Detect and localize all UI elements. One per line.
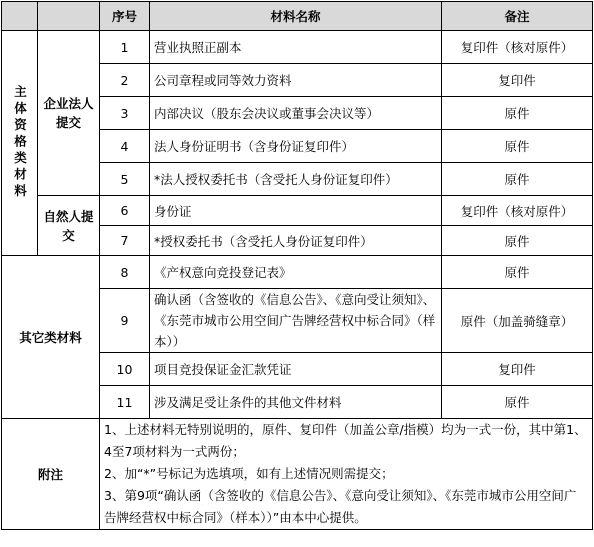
row-material-name: 营业执照正副本 [150,31,442,64]
subcategory-enterprise [38,31,100,196]
row-remark: 原件 [442,386,593,419]
subcategory-person [38,196,100,256]
row-material-name: 涉及满足受让条件的其他文件材料 [150,386,442,419]
row-remark: 原件 [442,163,593,196]
category-main [2,31,38,256]
row-remark: 原件（加盖骑缝章） [442,289,593,353]
row-seq: 4 [100,130,150,163]
note-item: 2、加“*”号标记为选填项，如有上述情况则需提交； [104,466,394,481]
row-seq: 3 [100,97,150,130]
header-material-name: 材料名称 [150,2,442,31]
row-material-name: 项目竞投保证金汇款凭证 [150,353,442,386]
table-row [2,31,593,64]
notes-label: 附注 [37,466,63,482]
row-remark: 复印件（核对原件） [442,196,593,226]
header-remark: 备注 [442,2,593,31]
row-seq: 6 [100,196,150,226]
table-row [2,196,593,226]
notes-label-cell [2,419,100,530]
row-remark: 复印件 [442,64,593,97]
materials-table-wrapper [1,1,593,530]
category-other-label: 其它类材料 [19,329,82,345]
row-material-name: 内部决议（股东会决议或董事会决议等） [150,97,442,130]
row-remark: 原件 [442,226,593,256]
table-row [2,256,593,289]
row-seq: 7 [100,226,150,256]
notes-row [2,419,593,530]
header-blank-category [2,2,38,31]
category-main-label: 主体资格类材料 [12,85,28,201]
category-other [2,256,100,419]
row-material-name: 公司章程或同等效力资料 [150,64,442,97]
row-seq: 5 [100,163,150,196]
row-remark: 复印件（核对原件） [442,31,593,64]
row-seq: 10 [100,353,150,386]
row-seq: 11 [100,386,150,419]
row-material-name: 身份证 [150,196,442,226]
row-seq: 8 [100,256,150,289]
header-blank-subcategory [38,2,100,31]
row-remark: 原件 [442,130,593,163]
row-remark: 原件 [442,256,593,289]
row-remark: 复印件 [442,353,593,386]
row-seq: 2 [100,64,150,97]
row-remark: 原件 [442,97,593,130]
note-item: 3、第9项“确认函（含签收的《信息公告》、《意向受让须知》、《东莞市城市公用空间广告牌经营权中标合同》（样本））”由本中心提供。 [104,488,577,525]
table-header-row [2,2,593,31]
subcategory-person-label: 自然人提交 [43,208,94,243]
notes-content [100,419,593,530]
row-material-name: 《产权意向竞投登记表》 [150,256,442,289]
note-item: 1、上述材料无特别说明的，原件、复印件（加盖公章/指模）均为一式一份，其中第1、4至7项材料为一式两份； [104,422,587,459]
row-material-name: 法人身份证明书（含身份证复印件） [150,130,442,163]
row-seq: 9 [100,289,150,353]
row-material-name: 确认函（含签收的《信息公告》、《意向受让须知》、《东莞市城市公用空间广告牌经营权中标合同》（样本）） [150,289,442,353]
subcategory-enterprise-label: 企业法人提交 [43,96,94,130]
materials-table [1,1,593,530]
row-seq: 1 [100,31,150,64]
row-material-name: *授权委托书（含受托人身份证复印件） [150,226,442,256]
header-seq: 序号 [100,2,150,31]
row-material-name: *法人授权委托书（含受托人身份证复印件） [150,163,442,196]
